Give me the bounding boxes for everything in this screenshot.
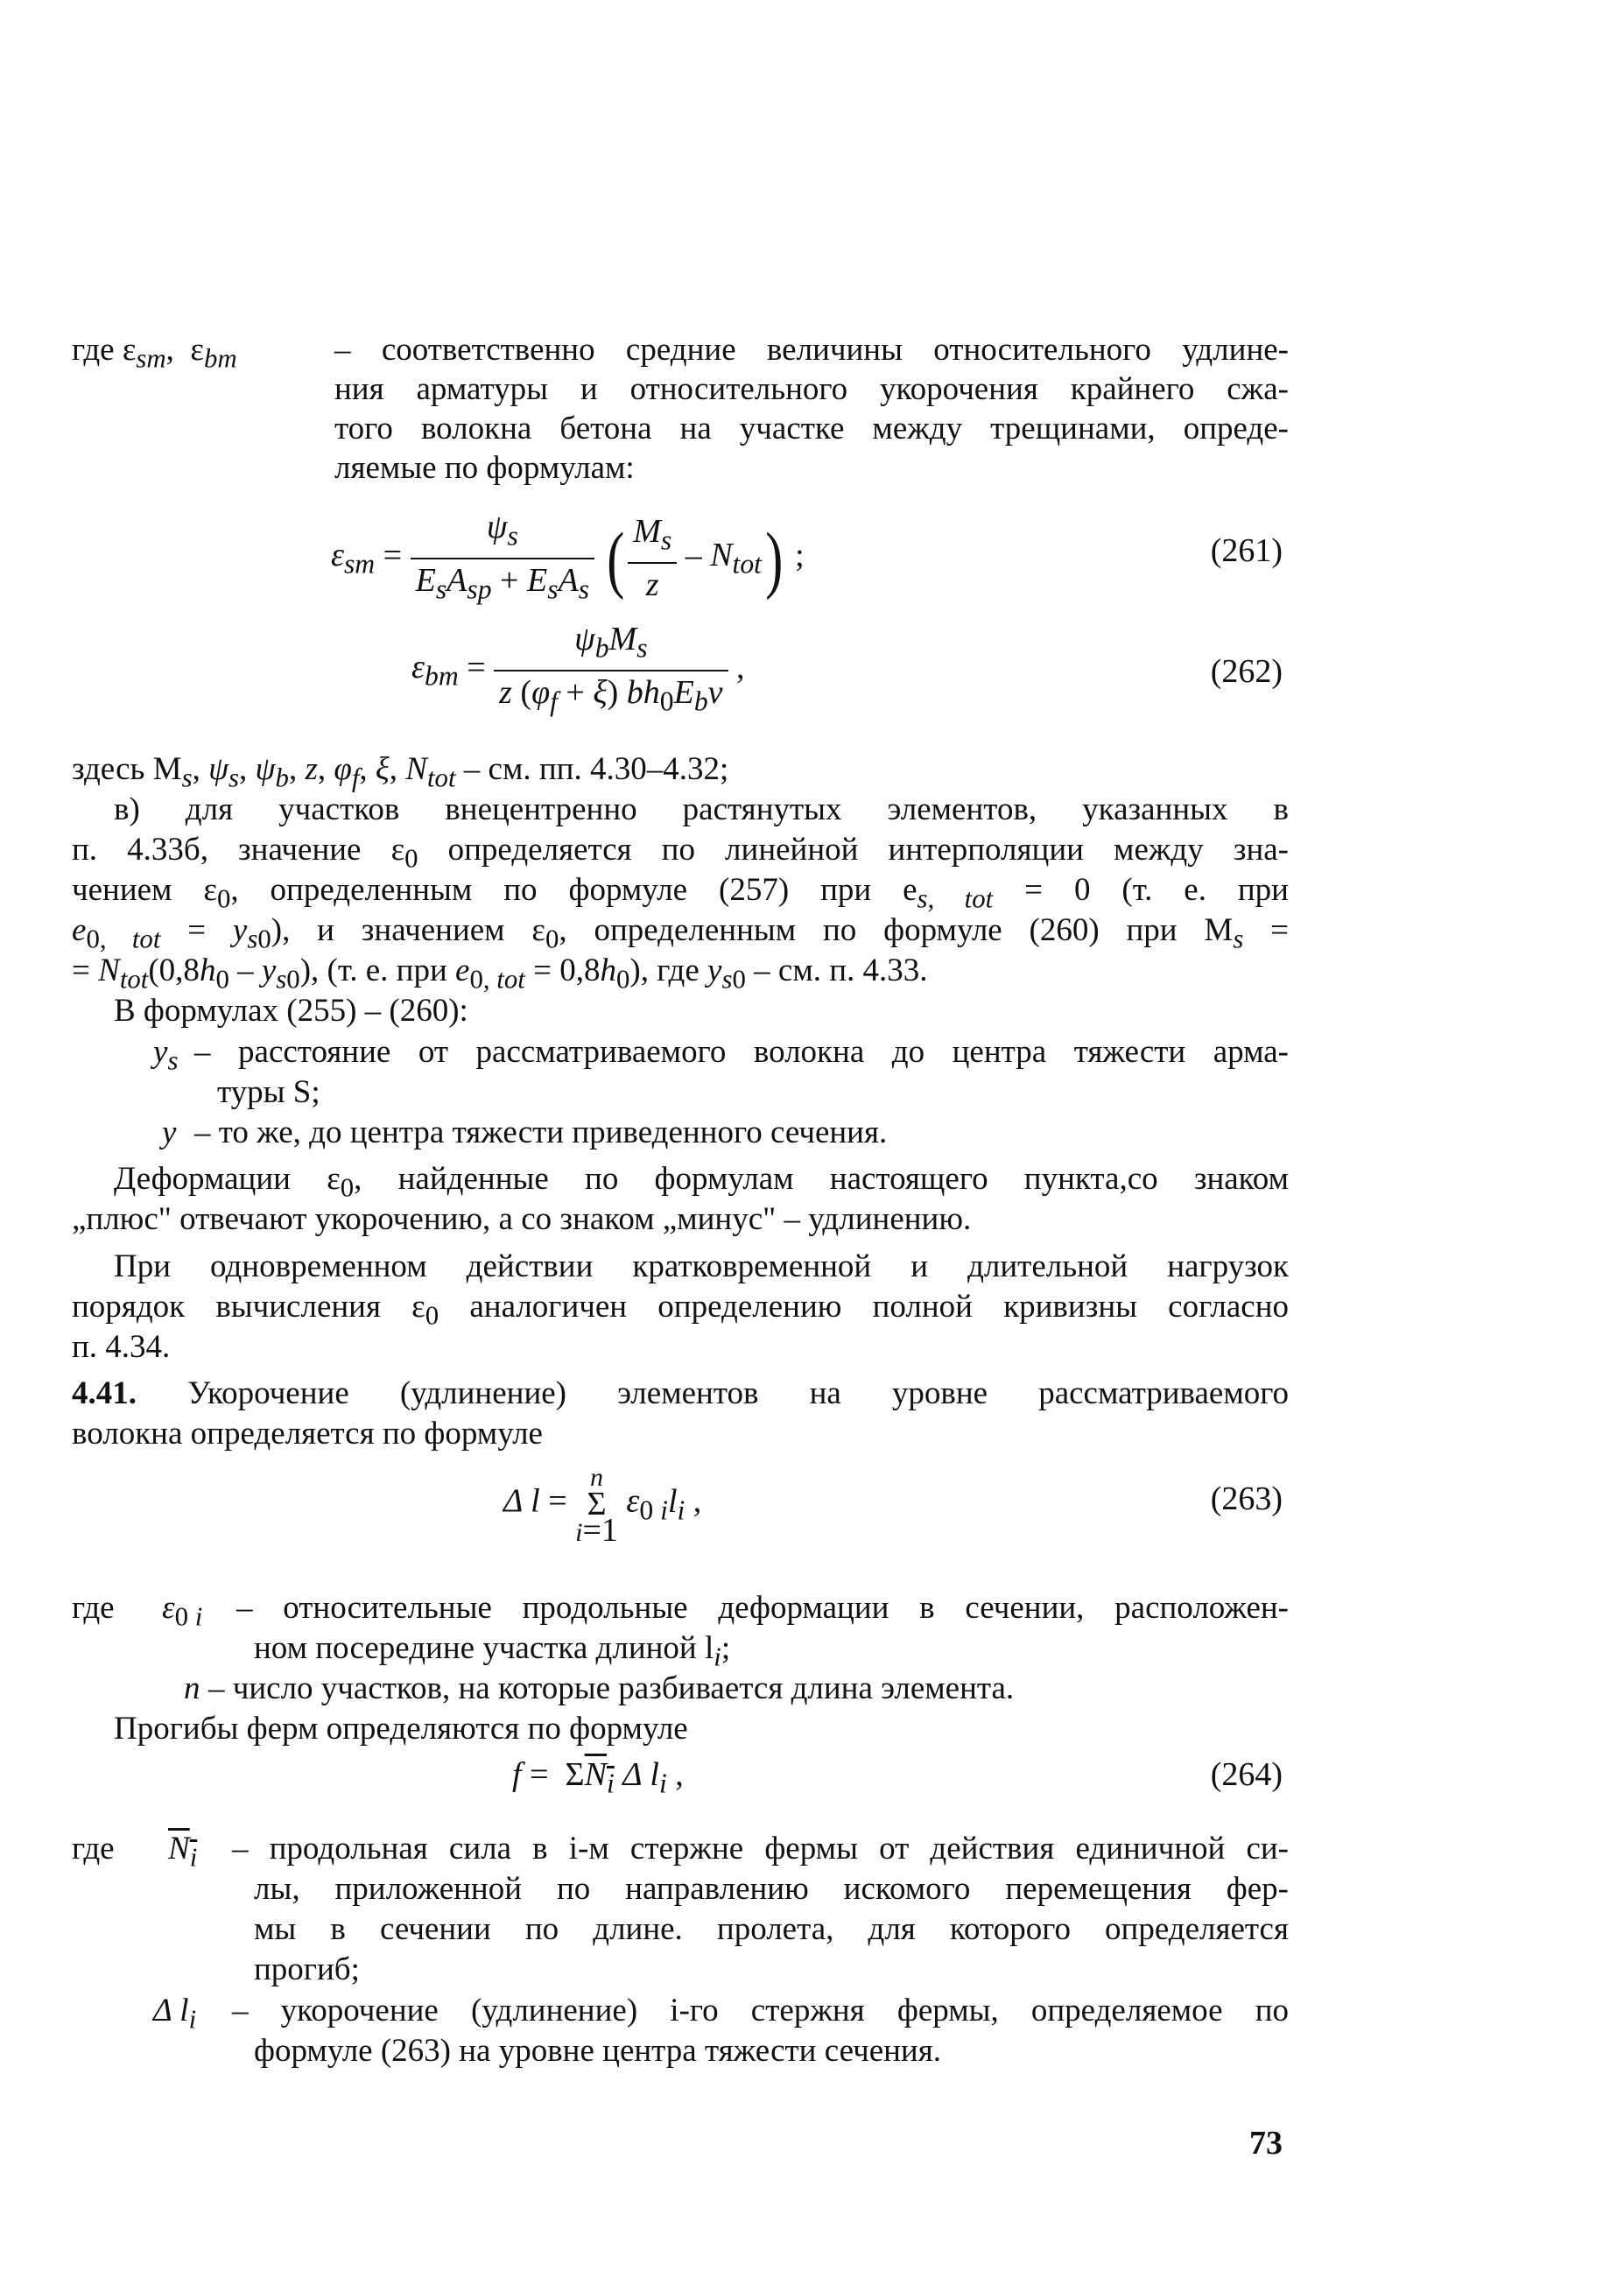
- text-fragment: ), и значением ε: [271, 912, 545, 948]
- text-fragment: , определенным по формуле (257) при e: [230, 872, 917, 908]
- page-number: 73: [1249, 2125, 1283, 2162]
- text-line: порядок вычисления $\varepsilon_0$ аналогичен определению полной кривизны согласно: [72, 1289, 1290, 1331]
- text-line: – продольная сила в i-м стержне фермы от действия единичной си-: [232, 1831, 1289, 1867]
- text-line: – относительные продольные деформации в сечении, расположен-: [236, 1590, 1289, 1626]
- text-fragment: где ε: [72, 332, 137, 368]
- text-line: п. 4.33б, значение $\varepsilon_0$ определяется по линейной интерполяции между зна-: [72, 832, 1290, 874]
- definition-ys: $y_s$: [153, 1034, 179, 1076]
- text-fragment: ε: [190, 332, 204, 368]
- definition-e0i: $\varepsilon_{0 i}$: [162, 1590, 203, 1632]
- definition-y: y: [162, 1114, 177, 1150]
- text-line: Прогибы ферм определяются по формуле: [114, 1711, 688, 1747]
- definition-esm-ebm: где $\varepsilon_{sm}$, $\varepsilon_{bm}$: [72, 332, 237, 374]
- text-line: $e_{0, tot} = y_{s0}$), и значением $\varepsilon_0$, определенным по формуле (260) при $M_s$ =: [72, 912, 1289, 954]
- text-line: – соответственно средние величины относительного удлине-: [334, 332, 1289, 368]
- text-line: формуле (263) на уровне центра тяжести сечения.: [254, 2033, 942, 2069]
- text-line: = $N_{tot}(0,8h_0 - y_{s0})$, (т. е. при $e_{0, tot} = 0,8h_0$), где $y_{s0}$ – см. п. 4.33.: [72, 953, 928, 995]
- text-line: в) для участков внецентренно растянутых элементов, указанных в: [114, 791, 1289, 827]
- text-fragment: Деформации ε: [114, 1161, 341, 1197]
- text-fragment: п. 4.33б, значение ε: [72, 832, 405, 868]
- text-fragment: определяется по линейной интерполяции между зна-: [447, 832, 1290, 868]
- text-line: „плюс" отвечают укорочению, а со знаком „минус" – удлинению.: [72, 1201, 972, 1237]
- section-4-41: [72, 1375, 1289, 1413]
- text-fragment: ном посередине участка длиной l: [254, 1630, 714, 1666]
- text-line: В формулах (255) – (260):: [114, 993, 468, 1029]
- text-line: волокна определяется по формуле: [72, 1416, 543, 1452]
- equation-263: Δ l = n Σ i=1 $\varepsilon_{0 i}l_i$ ,: [503, 1463, 702, 1549]
- equation-number: (261): [1210, 532, 1283, 569]
- text-fragment: – см. п. 4.33.: [754, 953, 928, 988]
- equation-264: $f = \Sigma N_i$ Δ $l_i$ ,: [512, 1756, 684, 1799]
- definition-ni: $N_i$: [168, 1831, 198, 1873]
- text-fragment: порядок вычисления ε: [72, 1289, 425, 1325]
- text-fragment: аналогичен определению полной кривизны согласно: [469, 1289, 1290, 1325]
- text-fragment: см. пп. 4.30–4.32;: [488, 751, 729, 787]
- text-line: чением $\varepsilon_0$, определенным по формуле (257) при $e_{s, tot} = 0$ (т. е. при: [72, 872, 1289, 914]
- text-line: лы, приложенной по направлению искомого перемещения фер-: [254, 1871, 1289, 1907]
- text-line: ляемые по формулам:: [334, 450, 635, 486]
- equation-number: (262): [1210, 653, 1283, 690]
- definition-delta-li: Δ $l_i$: [153, 1993, 197, 2035]
- text-fragment: здесь M: [72, 751, 182, 787]
- section-number: 4.41.: [72, 1375, 137, 1411]
- text-line: прогиб;: [254, 1951, 360, 1987]
- text-line: – укорочение (удлинение) i-го стержня фермы, определяемое по: [232, 1993, 1289, 2028]
- text-line: ния арматуры и относительного укорочения крайнего сжа-: [334, 371, 1289, 407]
- text-fragment: чением ε: [72, 872, 217, 908]
- equation-number: (263): [1210, 1480, 1283, 1517]
- text-line: – расстояние от рассматриваемого волокна до центра тяжести арма-: [194, 1034, 1289, 1070]
- text-line: туры S;: [217, 1074, 320, 1110]
- text-fragment: , найденные по формулам настоящего пункта,со знаком: [354, 1161, 1289, 1197]
- text-line: – число участков, на которые разбивается длина элемента.: [208, 1670, 1015, 1706]
- text-line: п. 4.34.: [72, 1329, 171, 1365]
- text-line: где: [72, 1590, 115, 1626]
- equation-number: (264): [1210, 1756, 1283, 1793]
- text-fragment: = 0 (т. е. при: [1024, 872, 1289, 908]
- text-fragment: Укорочение (удлинение) элементов на уровне рассматриваемого: [187, 1375, 1290, 1411]
- equation-262: $\varepsilon_{bm}$ = $\frac{\psi_bM_s}{z (\varphi_f + \xi) bh_0E_b\nu}$ ,: [411, 620, 745, 721]
- text-line: – то же, до центра тяжести приведенного сечения.: [194, 1114, 888, 1150]
- text-line: При одновременном действии кратковременной и длительной нагрузок: [114, 1248, 1289, 1284]
- text-line: здесь $M_s$, $\psi_s$, $\psi_b$, z, $\varphi_f$, ξ, $N_{tot}$ – см. пп. 4.30–4.32;: [72, 751, 729, 793]
- text-line: ном посередине участка длиной $l_i$;: [254, 1630, 731, 1672]
- definition-n: n: [184, 1670, 200, 1706]
- equation-261: $\varepsilon_{sm}$ = $\frac{\psi_s}{E_sA_{sp} + E_sA_s}$ ( $\frac{M_s}{z}$ – $N_{tot}$) ;: [331, 508, 805, 608]
- text-line: где: [72, 1831, 115, 1867]
- text-fragment: , определенным по формуле (260) при M: [559, 912, 1234, 948]
- text-line: того волокна бетона на участке между трещинами, опреде-: [334, 411, 1289, 446]
- text-line: Деформации $\varepsilon_0$, найденные по формулам настоящего пункта,со знаком: [114, 1161, 1289, 1203]
- text-line: мы в сечении по длине. пролета, для которого определяется: [254, 1911, 1289, 1947]
